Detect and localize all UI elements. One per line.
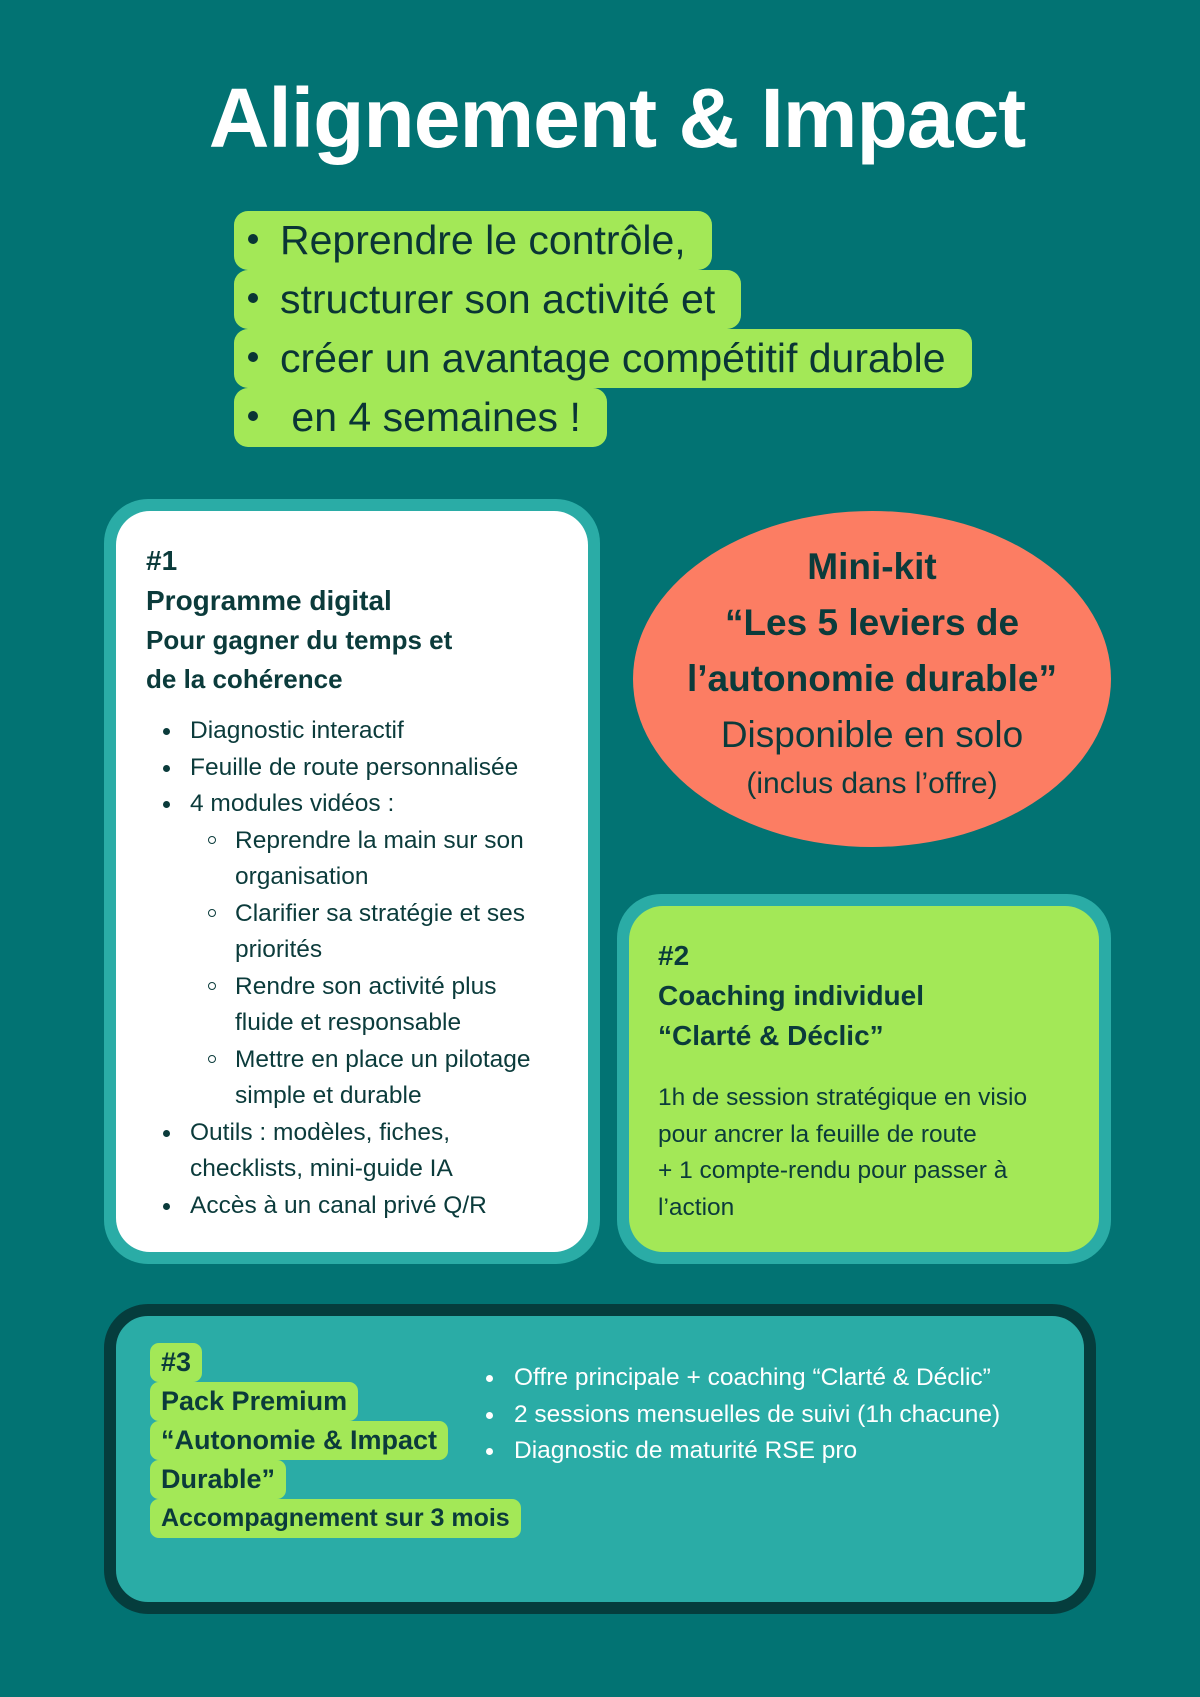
card-title: Programme digital (146, 585, 392, 616)
minikit-note: (inclus dans l’offre) (746, 767, 998, 800)
card-subtitle: “Clarté & Déclic” (658, 1020, 884, 1051)
list-item: Diagnostic interactif (146, 713, 558, 750)
card-number: #1 (146, 545, 178, 576)
intro-item: en 4 semaines ! (234, 388, 607, 447)
offer-card-digital-program (104, 499, 600, 1264)
list-item: 2 sessions mensuelles de suivi (1h chacune) (482, 1397, 1000, 1434)
minikit-title: Mini-kit (807, 546, 937, 587)
intro-item: structurer son activité et (234, 270, 741, 329)
list-item: 4 modules vidéos : (146, 786, 558, 823)
bullet-icon (248, 293, 258, 303)
bullet-icon (248, 234, 258, 244)
sub-list-item: Reprendre la main sur son organisation (146, 823, 558, 896)
card-subtitle: Pour gagner du temps et (146, 625, 453, 655)
premium-pack-heading (150, 1343, 521, 1538)
card-description: 1h de session stratégique en visio pour ancrer la feuille de route + 1 compte-rendu pour passer à l’action (658, 1084, 1028, 1221)
intro-bullets (234, 211, 972, 447)
page-title: Alignement & Impact (208, 71, 1026, 165)
list-item: Feuille de route personnalisée (146, 750, 558, 787)
card-title: Pack Premium (150, 1382, 358, 1421)
list-item: Accès à un canal privé Q/R (146, 1188, 558, 1225)
card-title: Durable” (150, 1460, 286, 1499)
minikit-badge (633, 511, 1111, 847)
intro-item: créer un avantage compétitif durable (234, 329, 972, 388)
sub-list-item: Rendre son activité plus fluide et responsable (146, 969, 558, 1042)
card-subtitle: de la cohérence (146, 664, 343, 694)
card-number: #3 (150, 1343, 202, 1382)
card-title: Coaching individuel (658, 980, 925, 1011)
list-item: Diagnostic de maturité RSE pro (482, 1433, 1000, 1470)
minikit-name: l’autonomie durable” (686, 658, 1058, 699)
card-content (629, 906, 1099, 1252)
sub-list-item: Mettre en place un pilotage simple et durable (146, 1042, 558, 1115)
card-subtitle: Accompagnement sur 3 mois (150, 1499, 521, 1538)
offer-card-premium-pack (104, 1304, 1096, 1614)
intro-item: Reprendre le contrôle, (234, 211, 712, 270)
sub-list-item: Clarifier sa stratégie et ses priorités (146, 896, 558, 969)
bullet-icon (248, 411, 258, 421)
list-item: Offre principale + coaching “Clarté & Déclic” (482, 1360, 1000, 1397)
minikit-availability: Disponible en solo (720, 714, 1024, 755)
list-item: Outils : modèles, fiches, checklists, mini-guide IA (146, 1115, 558, 1188)
card-title: “Autonomie & Impact (150, 1421, 448, 1460)
feature-list (482, 1360, 1000, 1470)
offer-card-coaching (617, 894, 1111, 1264)
minikit-name: “Les 5 leviers de (724, 602, 1020, 643)
bullet-icon (248, 352, 258, 362)
feature-list (146, 713, 558, 1224)
card-number: #2 (658, 940, 690, 971)
card-content (116, 511, 588, 1252)
